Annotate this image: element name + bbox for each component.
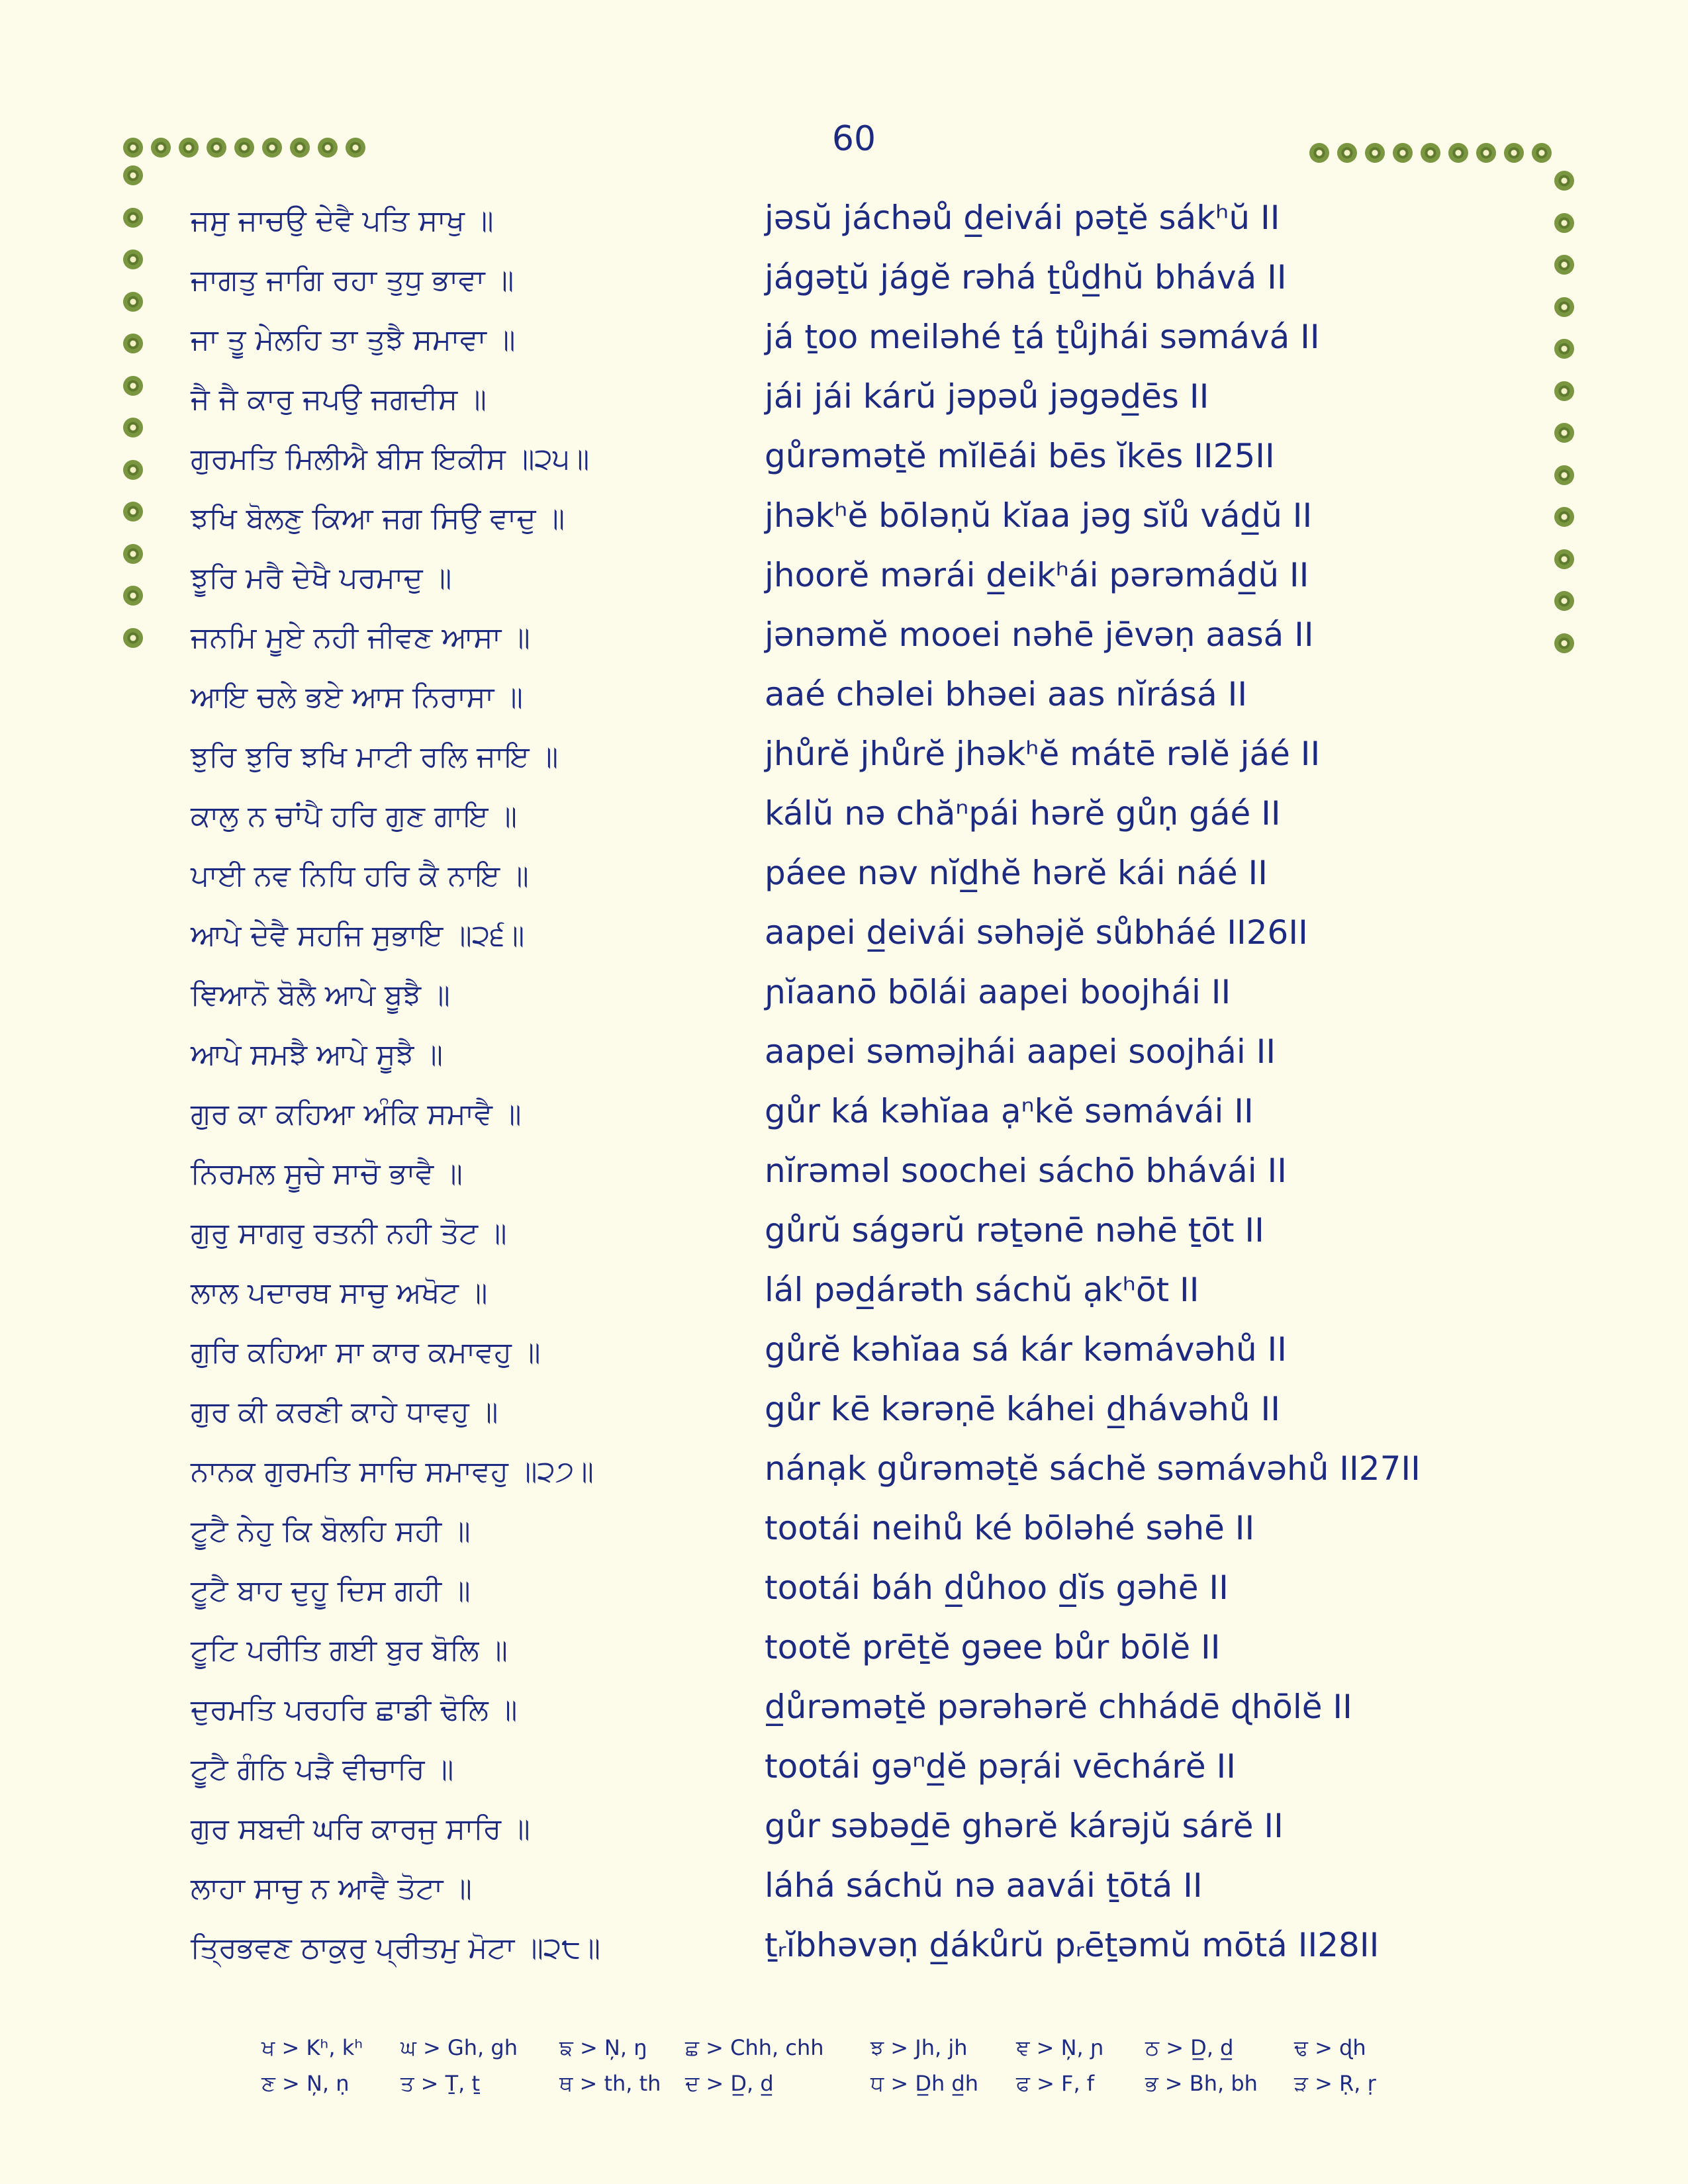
flower-icon bbox=[151, 138, 171, 158]
verse-line bbox=[0, 615, 1688, 675]
verse-line bbox=[0, 1688, 1688, 1747]
verse-gurmukhi: ਨਿਰਮਲ ਸੂਚੇ ਸਾਚੋ ਭਾਵੈ ॥ bbox=[191, 1157, 463, 1191]
verse-gurmukhi: ਜੈ ਜੈ ਕਾਰੁ ਜਪਉ ਜਗਦੀਸ ॥ bbox=[191, 383, 487, 416]
verse-line bbox=[0, 437, 1688, 496]
verse-transliteration: páee nəv nĭd̲hĕ hərĕ kái náé II bbox=[765, 854, 1268, 892]
verse-transliteration: tootái báh d̲ůhoo d̲ĭs gəhē II bbox=[765, 1569, 1229, 1607]
verse-line bbox=[0, 735, 1688, 794]
verse-line bbox=[0, 1032, 1688, 1092]
verse-line bbox=[0, 556, 1688, 615]
verse-transliteration: gůrĕ kəhĭaa sá kár kəmávəhů II bbox=[765, 1330, 1288, 1369]
verse-transliteration: aapei səməjhái aapei soojhái II bbox=[765, 1032, 1276, 1071]
verse-line bbox=[0, 1390, 1688, 1449]
verse-gurmukhi: ਜਸੁ ਜਾਚਉ ਦੇਵੈ ਪਤਿ ਸਾਖੁ ॥ bbox=[191, 204, 494, 238]
legend-row bbox=[261, 2071, 1453, 2107]
verse-gurmukhi: ਝੂਰਿ ਮਰੈ ਦੇਖੈ ਪਰਮਾਦੁ ॥ bbox=[191, 561, 452, 595]
verse-transliteration: gůr səbəd̲ē ghərĕ kárəjŭ sárĕ II bbox=[765, 1807, 1284, 1845]
verse-transliteration: jhoorĕ mərái d̲eikʰái pərəmád̲ŭ II bbox=[765, 556, 1309, 594]
verse-line bbox=[0, 1509, 1688, 1569]
flower-icon bbox=[1554, 171, 1574, 191]
verse-transliteration: tootĕ prēṯĕ gəee bůr bōlĕ II bbox=[765, 1628, 1221, 1666]
flower-icon bbox=[1476, 143, 1496, 163]
flower-icon bbox=[179, 138, 199, 158]
verse-gurmukhi: ਪਾਈ ਨਵ ਨਿਧਿ ਹਰਿ ਕੈ ਨਾਇ ॥ bbox=[191, 859, 529, 893]
verse-transliteration: nĭrəməl soochei sáchō bhávái II bbox=[765, 1152, 1288, 1190]
page-number: 60 bbox=[831, 119, 876, 159]
verse-transliteration: ṯᵣĭbhəvəṇ d̲ákůrŭ pᵣēṯəmŭ mōtá II28II bbox=[765, 1926, 1380, 1964]
legend-item: ਤ > Ṯ, ṯ bbox=[400, 2071, 481, 2096]
verse-line bbox=[0, 973, 1688, 1032]
legend-item: ਞ > N̦, ɲ bbox=[1016, 2035, 1104, 2060]
verse-gurmukhi: ਲਾਹਾ ਸਾਚੁ ਨ ਆਵੈ ਤੋਟਾ ॥ bbox=[191, 1872, 472, 1905]
verse-gurmukhi: ਟੂਟੈ ਨੇਹੁ ਕਿ ਬੋਲਹਿ ਸਹੀ ॥ bbox=[191, 1514, 471, 1548]
verse-gurmukhi: ਜਾ ਤੂ ਮੇਲਹਿ ਤਾ ਤੁਝੈ ਸਮਾਵਾ ॥ bbox=[191, 323, 516, 357]
verse-transliteration: gůr ká kəhĭaa ạⁿkĕ səmávái II bbox=[765, 1092, 1254, 1130]
verse-transliteration: aapei d̲eivái səhəjĕ sůbháé II26II bbox=[765, 913, 1308, 952]
verse-gurmukhi: ਗੁਰਿ ਕਹਿਆ ਸਾ ਕਾਰ ਕਮਾਵਹੁ ॥ bbox=[191, 1336, 541, 1369]
verse-line bbox=[0, 1092, 1688, 1152]
verse-transliteration: gůrəməṯĕ mĭlēái bēs ĭkēs II25II bbox=[765, 437, 1275, 475]
verse-line bbox=[0, 1926, 1688, 1985]
verse-transliteration: gůr kē kərəṇē káhei d̲hávəhů II bbox=[765, 1390, 1281, 1428]
verse-transliteration: jəsŭ jáchəů d̲eivái pəṯĕ sákʰŭ II bbox=[765, 199, 1280, 237]
verse-gurmukhi: ਆਪੇ ਦੇਵੈ ਸਹਜਿ ਸੁਭਾਇ ॥੨੬॥ bbox=[191, 919, 525, 952]
verse-gurmukhi: ਞਿਆਨੋ ਬੋਲੈ ਆਪੇ ਬੂਝੈ ॥ bbox=[191, 978, 450, 1012]
legend-item: ਛ > Chh, chh bbox=[685, 2035, 824, 2060]
legend-item: ਖ > Kʰ, kʰ bbox=[261, 2035, 363, 2060]
verse-gurmukhi: ਗੁਰ ਸਬਦੀ ਘਰਿ ਕਾਰਜੁ ਸਾਰਿ ॥ bbox=[191, 1812, 530, 1846]
verse-transliteration: nánạk gůrəməṯĕ sáchĕ səmávəhů II27II bbox=[765, 1449, 1421, 1488]
verse-transliteration: jənəmĕ mooei nəhē jēvəṇ aasá II bbox=[765, 615, 1314, 654]
flower-icon bbox=[1504, 143, 1524, 163]
legend-row bbox=[261, 2035, 1453, 2071]
flower-icon bbox=[207, 138, 226, 158]
verse-line bbox=[0, 913, 1688, 973]
verse-line bbox=[0, 258, 1688, 318]
legend-item: ਥ > th, th bbox=[559, 2071, 661, 2096]
verse-line bbox=[0, 1569, 1688, 1628]
flower-icon bbox=[1393, 143, 1413, 163]
legend-item: ਢ > ɖh bbox=[1294, 2035, 1366, 2060]
verse-gurmukhi: ਝੁਰਿ ਝੁਰਿ ਝਖਿ ਮਾਟੀ ਰਲਿ ਜਾਇ ॥ bbox=[191, 740, 559, 774]
flower-icon bbox=[1421, 143, 1440, 163]
verse-gurmukhi: ਜਾਗਤੁ ਜਾਗਿ ਰਹਾ ਤੁਧੁ ਭਾਵਾ ॥ bbox=[191, 263, 514, 297]
flower-icon bbox=[346, 138, 365, 158]
flower-icon bbox=[123, 138, 143, 158]
verse-line bbox=[0, 496, 1688, 556]
verse-gurmukhi: ਗੁਰ ਕੀ ਕਰਣੀ ਕਾਹੇ ਧਾਵਹੁ ॥ bbox=[191, 1395, 498, 1429]
flower-icon bbox=[123, 165, 143, 185]
verse-line bbox=[0, 1330, 1688, 1390]
verse-transliteration: lál pəd̲árəth sáchŭ ạkʰōt II bbox=[765, 1271, 1199, 1309]
verse-line bbox=[0, 377, 1688, 437]
verse-transliteration: gůrŭ ságərŭ rəṯənē nəhē ṯōt II bbox=[765, 1211, 1264, 1250]
verse-line bbox=[0, 675, 1688, 735]
verse-gurmukhi: ਗੁਰੁ ਸਾਗਰੁ ਰਤਨੀ ਨਹੀ ਤੋਟ ॥ bbox=[191, 1216, 507, 1250]
verse-line bbox=[0, 1271, 1688, 1330]
legend-item: ਣ > N̦, ṇ bbox=[261, 2071, 350, 2096]
verse-gurmukhi: ਆਪੇ ਸਮਝੈ ਆਪੇ ਸੂਝੈ ॥ bbox=[191, 1038, 444, 1071]
verse-transliteration: tootái neihů ké bōləhé səhē II bbox=[765, 1509, 1255, 1547]
verse-line bbox=[0, 1628, 1688, 1688]
legend-item: ੜ > Ṛ, ṛ bbox=[1294, 2071, 1376, 2096]
flower-icon bbox=[262, 138, 282, 158]
verse-gurmukhi: ਟੂਟਿ ਪਰੀਤਿ ਗਈ ਬੁਰ ਬੋਲਿ ॥ bbox=[191, 1633, 508, 1667]
verse-transliteration: já ṯoo meiləhé ṯá ṯůjhái səmává II bbox=[765, 318, 1320, 356]
verse-line bbox=[0, 1866, 1688, 1926]
verse-gurmukhi: ਨਾਨਕ ਗੁਰਮਤਿ ਸਾਚਿ ਸਮਾਵਹੁ ॥੨੭॥ bbox=[191, 1455, 594, 1488]
verse-transliteration: láhá sáchŭ nə aavái ṯōtá II bbox=[765, 1866, 1203, 1905]
flower-icon bbox=[1309, 143, 1329, 163]
verse-gurmukhi: ਟੂਟੈ ਬਾਹ ਦੁਹੂ ਦਿਸ ਗਹੀ ॥ bbox=[191, 1574, 471, 1608]
verse-gurmukhi: ਟੂਟੈ ਗੰਠਿ ਪੜੈ ਵੀਚਾਰਿ ॥ bbox=[191, 1752, 454, 1786]
flower-icon bbox=[318, 138, 338, 158]
verse-transliteration: ɲĭaanō bōlái aapei boojhái II bbox=[765, 973, 1231, 1011]
flower-icon bbox=[1448, 143, 1468, 163]
verse-transliteration: d̲ůrəməṯĕ pərəhərĕ chhádē ɖhōlĕ II bbox=[765, 1688, 1352, 1726]
flower-icon bbox=[234, 138, 254, 158]
flower-icon bbox=[290, 138, 310, 158]
verse-line bbox=[0, 1747, 1688, 1807]
verse-line bbox=[0, 1152, 1688, 1211]
verse-line bbox=[0, 1807, 1688, 1866]
verse-line bbox=[0, 1449, 1688, 1509]
verse-gurmukhi: ਤ੍ਰਿਭਵਣ ਠਾਕੁਰੁ ਪ੍ਰੀਤਮੁ ਮੋਟਾ ॥੨੮॥ bbox=[191, 1931, 601, 1965]
verse-line bbox=[0, 318, 1688, 377]
verse-transliteration: jágəṯŭ jágĕ rəhá ṯůd̲hŭ bhává II bbox=[765, 258, 1287, 296]
verse-line bbox=[0, 794, 1688, 854]
verse-line bbox=[0, 199, 1688, 258]
legend-item: ਘ > Gh, gh bbox=[400, 2035, 518, 2060]
flower-icon bbox=[1337, 143, 1357, 163]
legend-item: ਫ > F, f bbox=[1016, 2071, 1095, 2096]
legend-item: ਝ > Jh, jh bbox=[870, 2035, 968, 2060]
verse-transliteration: jhůrĕ jhůrĕ jhəkʰĕ mátē rəlĕ jáé II bbox=[765, 735, 1321, 773]
verse-line bbox=[0, 1211, 1688, 1271]
verse-transliteration: tootái gəⁿd̲ĕ pəṛái vēchárĕ II bbox=[765, 1747, 1236, 1786]
legend-item: ਦ > D̲, d̲ bbox=[685, 2071, 774, 2096]
flower-icon bbox=[1532, 143, 1552, 163]
verse-transliteration: kálŭ nə chăⁿpái hərĕ gůṇ gáé II bbox=[765, 794, 1281, 833]
verse-transliteration: jhəkʰĕ bōləṇŭ kĭaa jəg sĭů vád̲ŭ II bbox=[765, 496, 1313, 535]
legend-item: ਙ > N̦, ŋ bbox=[559, 2035, 647, 2060]
verse-transliteration: jái jái kárŭ jəpəů jəgəd̲ēs II bbox=[765, 377, 1209, 416]
legend-item: ਧ > D̲h d̲h bbox=[870, 2071, 979, 2096]
verse-gurmukhi: ਜਨਮਿ ਮੂਏ ਨਹੀ ਜੀਵਣ ਆਸਾ ॥ bbox=[191, 621, 530, 655]
verse-gurmukhi: ਗੁਰ ਕਾ ਕਹਿਆ ਅੰਕਿ ਸਮਾਵੈ ॥ bbox=[191, 1097, 522, 1131]
verse-gurmukhi: ਝਖਿ ਬੋਲਣੁ ਕਿਆ ਜਗ ਸਿਉ ਵਾਦੁ ॥ bbox=[191, 502, 565, 535]
verse-line bbox=[0, 854, 1688, 913]
legend-item: ਠ > D̲, d̲ bbox=[1145, 2035, 1234, 2060]
legend-item: ਭ > Bh, bh bbox=[1145, 2071, 1258, 2096]
verse-gurmukhi: ਲਾਲ ਪਦਾਰਥ ਸਾਚੁ ਅਖੋਟ ॥ bbox=[191, 1276, 488, 1310]
verse-gurmukhi: ਗੁਰਮਤਿ ਮਿਲੀਐ ਬੀਸ ਇਕੀਸ ॥੨੫॥ bbox=[191, 442, 590, 476]
verse-gurmukhi: ਦੁਰਮਤਿ ਪਰਹਰਿ ਛਾਡੀ ਢੋਲਿ ॥ bbox=[191, 1693, 518, 1727]
transliteration-legend bbox=[261, 2035, 1453, 2107]
verse-transliteration: aaé chəlei bhəei aas nĭrásá II bbox=[765, 675, 1248, 713]
flower-icon bbox=[1365, 143, 1385, 163]
verse-gurmukhi: ਕਾਲੁ ਨ ਚਾਂਪੈ ਹਰਿ ਗੁਣ ਗਾਇ ॥ bbox=[191, 799, 518, 833]
verse-gurmukhi: ਆਇ ਚਲੇ ਭਏ ਆਸ ਨਿਰਾਸਾ ॥ bbox=[191, 680, 523, 714]
